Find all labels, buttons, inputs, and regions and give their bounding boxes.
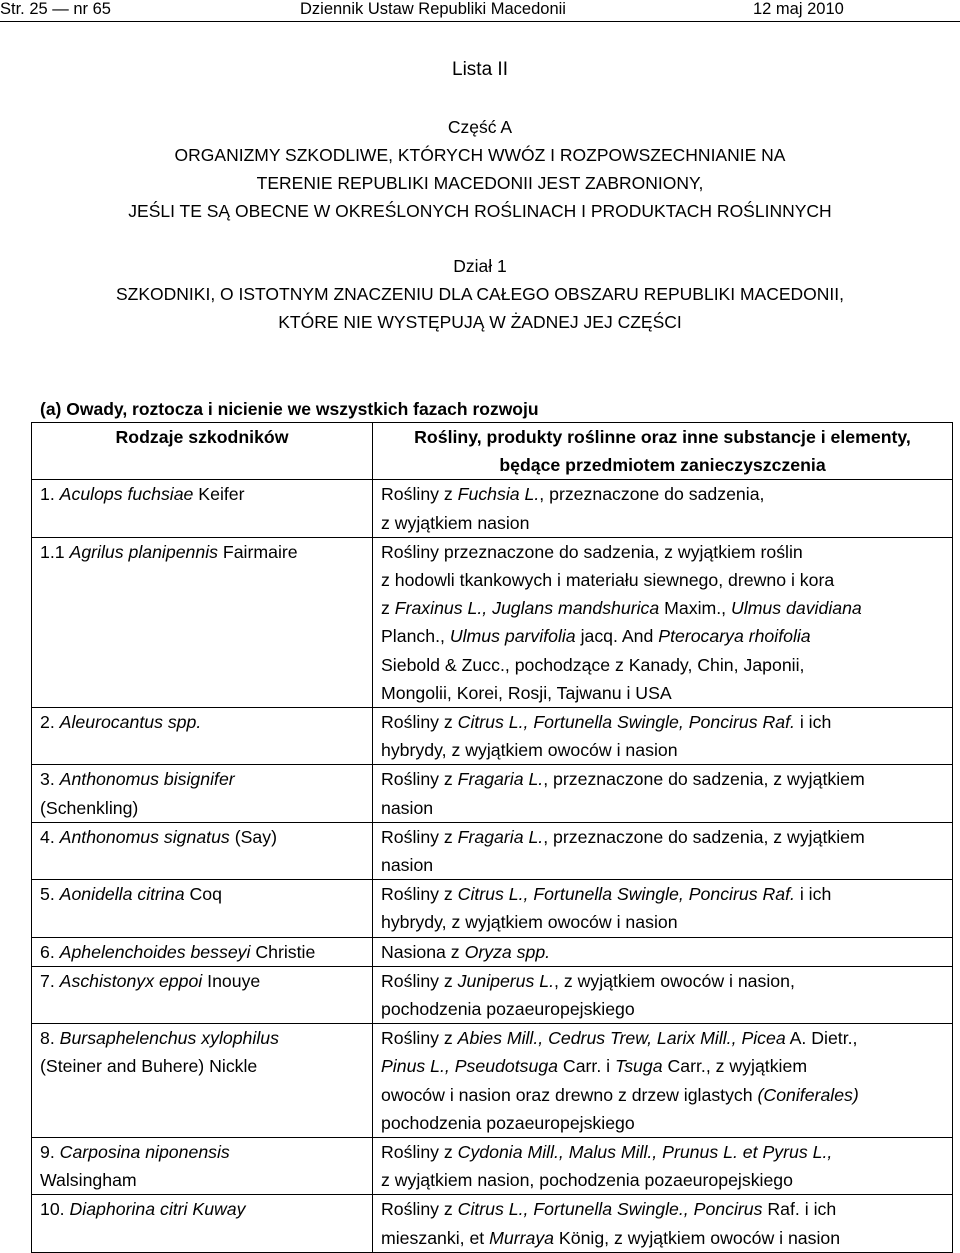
text-segment: Carr. i [558,1056,616,1077]
text-segment: , z wyjątkiem owoców i nasion, [554,970,795,991]
text-segment: L. [519,484,540,505]
host-line [381,1138,948,1166]
text-segment: 4. [40,826,60,847]
host-cell [373,880,953,937]
pest-cell [32,822,373,879]
text-segment: Aonidella citrina [59,884,185,905]
pest-line [40,938,368,966]
part-heading [0,113,960,225]
host-cell [373,966,953,1023]
table-row [32,1138,953,1195]
text-segment: Rośliny przeznaczone do sadzenia, z wyjątkiem roślin [381,541,803,562]
text-segment: (Schenkling) [40,797,139,818]
pest-line [40,1138,368,1166]
issue-date: 12 maj 2010 [753,0,844,18]
text-segment: Pseudotsuga [454,1056,559,1077]
text-segment: Rośliny z [381,1142,458,1163]
text-segment: (Coniferales) [757,1084,859,1105]
text-segment: i ich [794,884,832,905]
text-segment: Bursaphelenchus xylophilus [59,1028,279,1049]
part-line: ORGANIZMY SZKODLIWE, KTÓRYCH WWÓZ I ROZPOWSZECHNIANIE NA [174,145,786,165]
text-segment: Rośliny z [381,484,458,505]
text-segment: Mill., [501,1028,549,1049]
table-header-row [32,423,953,480]
text-segment: Fairmaire [218,541,298,562]
text-segment: A. Dietr., [785,1028,858,1049]
host-line [381,1224,948,1252]
table-row [32,937,953,966]
pest-cell [32,537,373,707]
text-segment: Malus [568,1142,616,1163]
host-cell [373,1024,953,1138]
host-line [381,765,948,793]
text-segment: Trew, [605,1028,657,1049]
text-segment: 2. [40,712,60,733]
text-segment: z hodowli tkankowych i materiału siewnego, drewno i kora [381,570,835,591]
host-line [381,967,948,995]
text-segment: hybrydy, z wyjątkiem owoców i nasion [381,740,678,761]
text-segment: Pyrus [757,1142,808,1163]
text-segment: Carposina niponensis [59,1142,230,1163]
host-line [381,480,948,508]
journal-title: Dziennik Ustaw Republiki Macedonii [300,0,566,18]
text-segment: L., [503,712,534,733]
text-segment: Christie [250,941,316,962]
text-segment: L. [523,769,544,790]
text-segment: i ich [794,712,832,733]
text-segment: Citrus [457,712,504,733]
text-segment: Poncirus [693,1199,763,1220]
host-line [381,1109,948,1137]
text-segment: L. [534,970,555,991]
text-segment: Maxim., [659,598,731,619]
text-segment: z wyjątkiem nasion, pochodzenia pozaeuropejskiego [381,1170,793,1191]
text-segment: Mill., [615,1142,663,1163]
text-segment: jacq. And [575,626,659,647]
host-line [381,1166,948,1194]
host-line [381,736,948,764]
text-segment: pochodzenia pozaeuropejskiego [381,1112,635,1133]
pest-line [40,1024,368,1052]
pest-cell [32,480,373,537]
text-segment: z wyjątkiem nasion [381,512,530,533]
pest-line [40,794,368,822]
host-cell [373,765,953,822]
text-segment: L. [523,826,544,847]
text-segment: Pinus [381,1056,426,1077]
text-segment: Pterocarya rhoifolia [658,626,811,647]
text-segment: Juniperus [457,970,535,991]
text-segment: 3. [40,769,60,790]
text-segment: Aleurocantus spp. [59,712,202,733]
text-segment: Rośliny z [381,884,458,905]
pest-cell [32,1138,373,1195]
text-segment: Anthonomus signatus [59,826,230,847]
text-segment: Cedrus [548,1028,606,1049]
pest-line [40,967,368,995]
table-row [32,708,953,765]
text-segment: pochodzenia pozaeuropejskiego [381,999,635,1020]
text-segment: Citrus [457,884,504,905]
text-segment: Fortunella [533,1199,613,1220]
host-line [381,1195,948,1223]
division-heading [0,252,960,336]
pest-line [40,880,368,908]
text-segment: Planch., [381,626,450,647]
text-segment: L., [503,1199,534,1220]
table-row [32,480,953,537]
pest-line [40,480,368,508]
text-segment: Larix [656,1028,696,1049]
text-segment: 1.1 [40,541,70,562]
host-cell [373,1195,953,1252]
text-segment: , przeznaczone do sadzenia, z wyjątkiem [543,826,865,847]
host-line [381,794,948,822]
text-segment: Rośliny z [381,769,458,790]
division-line: KTÓRE NIE WYSTĘPUJĄ W ŻADNEJ JEJ CZĘŚCI [278,312,682,332]
category-heading: (a) Owady, roztocza i nicienie we wszystkich fazach rozwoju [40,399,539,419]
text-segment: Diaphorina citri Kuway [69,1199,246,1220]
pest-cell [32,880,373,937]
text-segment: Fragaria [457,826,524,847]
text-segment: Fragaria [457,769,524,790]
text-segment: mieszanki, et [381,1227,490,1248]
text-segment: Ulmus parvifolia [449,626,576,647]
pest-line [40,1052,368,1080]
text-segment: hybrydy, z wyjątkiem owoców i nasion [381,912,678,933]
part-line: JEŚLI TE SĄ OBECNE W OKREŚLONYCH ROŚLINACH I PRODUKTACH ROŚLINNYCH [128,201,832,221]
text-segment: Agrilus planipennis [69,541,218,562]
text-segment: Poncirus [688,712,758,733]
text-segment: L., [807,1142,833,1163]
text-segment: nasion [381,797,434,818]
text-segment: Swingle., [612,1199,694,1220]
text-segment: Fortunella [533,712,613,733]
part-line: TERENIE REPUBLIKI MACEDONII JEST ZABRONIONY, [256,173,704,193]
host-line [381,995,948,1023]
host-cell [373,937,953,966]
text-segment: L., [503,884,534,905]
pest-cell [32,708,373,765]
text-segment: Mill., [522,1142,569,1163]
text-segment: Fuchsia [457,484,520,505]
text-segment: Swingle, [612,712,689,733]
text-segment: (Steiner and Buhere) Nickle [40,1056,258,1077]
text-segment: et [742,1142,758,1163]
pest-line [40,538,368,566]
text-segment: Rośliny z [381,826,458,847]
text-segment: Poncirus [688,884,758,905]
text-segment: Rośliny z [381,1199,458,1220]
host-line [381,708,948,736]
host-line [381,908,948,936]
text-segment: Raf. [757,712,795,733]
text-segment: 1. [40,484,60,505]
pest-cell [32,937,373,966]
text-segment: Ulmus davidiana [731,598,862,619]
pest-cell [32,966,373,1023]
text-segment: Rośliny z [381,1028,458,1049]
column-header-line: Rośliny, produkty roślinne oraz inne substancje i elementy, [414,427,911,447]
text-segment: Abies [457,1028,502,1049]
host-cell [373,480,953,537]
text-segment: König, z wyjątkiem owoców i nasion [554,1227,841,1248]
pest-cell [32,1024,373,1138]
division-line: SZKODNIKI, O ISTOTNYM ZNACZENIU DLA CAŁEGO OBSZARU REPUBLIKI MACEDONII, [116,284,844,304]
text-segment: 6. [40,941,60,962]
host-cell [373,1138,953,1195]
host-line [381,566,948,594]
text-segment: Mill., [695,1028,742,1049]
text-segment: Carr., z wyjątkiem [662,1056,808,1077]
text-segment: Murraya [489,1227,555,1248]
text-segment: Nasiona z [381,941,465,962]
table-row [32,966,953,1023]
pest-line [40,823,368,851]
host-line [381,509,948,537]
host-cell [373,822,953,879]
host-cell [373,708,953,765]
text-segment: Juglans mandshurica [492,598,660,619]
pest-line [40,1195,368,1223]
text-segment: Keifer [193,484,245,505]
text-segment: Picea [741,1028,786,1049]
division-title: Dział 1 [453,256,507,276]
host-line [381,1024,948,1052]
page-number: Str. 25 — nr 65 [0,0,111,18]
text-segment: , przeznaczone do sadzenia, z wyjątkiem [543,769,865,790]
text-segment: Oryza spp. [464,941,551,962]
text-segment: L., [462,598,493,619]
text-segment: Aphelenchoides besseyi [59,941,251,962]
text-segment: Raf. i ich [762,1199,837,1220]
pest-cell [32,1195,373,1252]
text-segment: Swingle, [612,884,689,905]
text-segment: Aschistonyx eppoi [59,970,203,991]
text-segment: nasion [381,855,434,876]
pest-line [40,1166,368,1194]
text-segment: Fortunella [533,884,613,905]
pest-cell [32,765,373,822]
table-row [32,1195,953,1252]
text-segment: Rośliny z [381,970,458,991]
column-header-hosts [373,423,953,480]
host-line [381,651,948,679]
text-segment: 7. [40,970,60,991]
text-segment: Inouye [202,970,261,991]
host-line [381,851,948,879]
table-row [32,537,953,707]
column-header-pests: Rodzaje szkodników [32,423,373,480]
host-cell [373,537,953,707]
text-segment: 8. [40,1028,60,1049]
table-row [32,880,953,937]
text-segment: Mongolii, Korei, Rosji, Tajwanu i USA [381,682,672,703]
pest-line [40,708,368,736]
pest-line [40,765,368,793]
text-segment: Tsuga [615,1056,663,1077]
text-segment: Fraxinus [394,598,463,619]
text-segment: Aculops fuchsiae [59,484,194,505]
part-title: Część A [447,117,513,137]
text-segment: Cydonia [457,1142,523,1163]
text-segment: Citrus [457,1199,504,1220]
host-line [381,880,948,908]
host-line [381,823,948,851]
host-line [381,1052,948,1080]
host-line [381,594,948,622]
text-segment: Rośliny z [381,712,458,733]
table-row [32,822,953,879]
host-line [381,679,948,707]
host-line [381,938,948,966]
text-segment: 10. [40,1199,70,1220]
column-header-line: będące przedmiotem zanieczyszczenia [499,455,826,476]
host-line [381,1081,948,1109]
text-segment: Walsingham [40,1170,137,1191]
text-segment: Siebold & Zucc., pochodzące z Kanady, Chin, Japonii, [381,654,805,675]
table-row [32,765,953,822]
text-segment: 5. [40,884,60,905]
table-row [32,1024,953,1138]
host-line [381,622,948,650]
text-segment: 9. [40,1142,60,1163]
text-segment: owoców i nasion oraz drewno z drzew iglastych [381,1084,758,1105]
pest-table [31,422,953,1253]
text-segment: L., [425,1056,455,1077]
text-segment: Prunus [662,1142,719,1163]
text-segment: (Say) [229,826,277,847]
text-segment: , przeznaczone do sadzenia, [539,484,765,505]
text-segment: Raf. [757,884,795,905]
list-title: Lista II [452,59,508,80]
text-segment: z [381,598,395,619]
text-segment: Coq [184,884,222,905]
page-header [0,0,960,22]
text-segment: L. [718,1142,743,1163]
text-segment: Anthonomus bisignifer [59,769,235,790]
host-line [381,538,948,566]
